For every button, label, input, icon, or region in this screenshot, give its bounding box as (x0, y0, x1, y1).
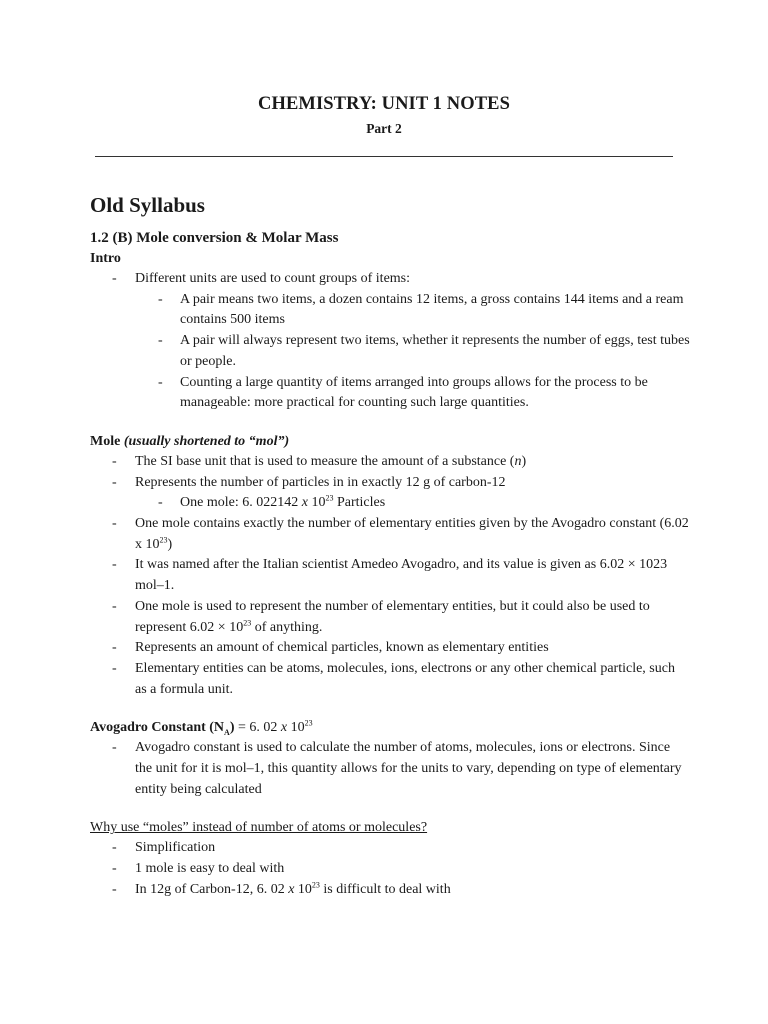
list-item: - A pair means two items, a dozen contains 12 items, a gross contains 144 items and a ream contains 500 items (90, 290, 690, 331)
subsection-heading: 1.2 (B) Mole conversion & Molar Mass (90, 230, 339, 246)
mole-label (90, 431, 690, 452)
list-item: - 1 mole is easy to deal with (90, 859, 690, 880)
list-item (90, 452, 690, 473)
mole-label-note: (usually shortened to “mol”) (123, 433, 290, 449)
text: One mole is used to represent the number of elementary entities, but it could also be used to represent 6.02 × 10 (135, 598, 650, 635)
list-item: - Elementary entities can be atoms, molecules, ions, electrons or any other chemical particle, such as a formula unit. (90, 659, 690, 700)
avogadro-label (90, 717, 690, 738)
why-list (90, 838, 690, 900)
text: ) (167, 536, 173, 552)
mole-label-text: Mole (90, 433, 121, 449)
text: Particles (333, 495, 386, 511)
times-symbol: x (280, 720, 288, 736)
text: is difficult to deal with (319, 881, 451, 897)
text: 10 (307, 495, 326, 511)
text: 10 (287, 720, 305, 736)
intro-sublist (90, 290, 690, 414)
title-divider (95, 156, 673, 157)
text: ) (521, 453, 527, 469)
list-item: - Counting a large quantity of items arranged into groups allows for the process to be manageable: more practical for counting such large quantities. (90, 373, 690, 414)
list-item: - It was named after the Italian scientist Amedeo Avogadro, and its value is given as 6.02 × 1023 mol–1. (90, 555, 690, 596)
document-body (90, 192, 690, 901)
text: ) (229, 720, 235, 736)
document-subtitle: Part 2 (366, 121, 402, 136)
text: In 12g of Carbon-12, 6. 02 (135, 881, 289, 897)
times-symbol: x (288, 881, 295, 897)
list-item: - Simplification (90, 838, 690, 859)
section-heading: Old Syllabus (90, 193, 205, 217)
text: The SI base unit that is used to measure the amount of a substance ( (135, 453, 515, 469)
text: One mole: 6. 022142 (180, 495, 302, 511)
subscript: A (224, 728, 230, 738)
list-item: - A pair will always represent two items, whether it represents the number of eggs, test tubes or people. (90, 331, 690, 372)
avogadro-list (90, 738, 690, 800)
exponent: 23 (243, 617, 252, 627)
list-item: - Avogadro constant is used to calculate the number of atoms, molecules, ions or electrons. Since the unit for it is mol–1, this quantity allows for the units to vary, depending on type of elementary entity being calculated (90, 738, 690, 800)
list-item: - Different units are used to count groups of items: (90, 269, 690, 290)
list-item (90, 880, 690, 901)
intro-list (90, 269, 690, 290)
times-symbol: x (301, 495, 308, 511)
mole-list (90, 452, 690, 493)
text: = 6. 02 (234, 720, 281, 736)
exponent: 23 (159, 535, 168, 545)
variable: n (514, 453, 522, 469)
text: 10 (294, 881, 312, 897)
list-item (90, 493, 690, 514)
list-item: - Represents an amount of chemical particles, known as elementary entities (90, 638, 690, 659)
why-label: Why use “moles” instead of number of atoms or molecules? (90, 820, 428, 836)
text: One mole contains exactly the number of elementary entities given by the Avogadro constant (6.02 x 10 (135, 516, 689, 552)
intro-label: Intro (90, 251, 121, 266)
list-item: - Represents the number of particles in in exactly 12 g of carbon-12 (90, 473, 690, 494)
document-title: CHEMISTRY: UNIT 1 NOTES (258, 94, 510, 114)
mole-sublist (90, 493, 690, 514)
text: of anything. (251, 619, 323, 635)
mole-list-continued (90, 514, 690, 700)
list-item (90, 597, 690, 638)
exponent: 23 (325, 493, 334, 503)
exponent: 23 (311, 880, 320, 890)
exponent: 23 (304, 718, 313, 728)
text: Avogadro Constant (N (90, 720, 225, 736)
list-item (90, 514, 690, 555)
